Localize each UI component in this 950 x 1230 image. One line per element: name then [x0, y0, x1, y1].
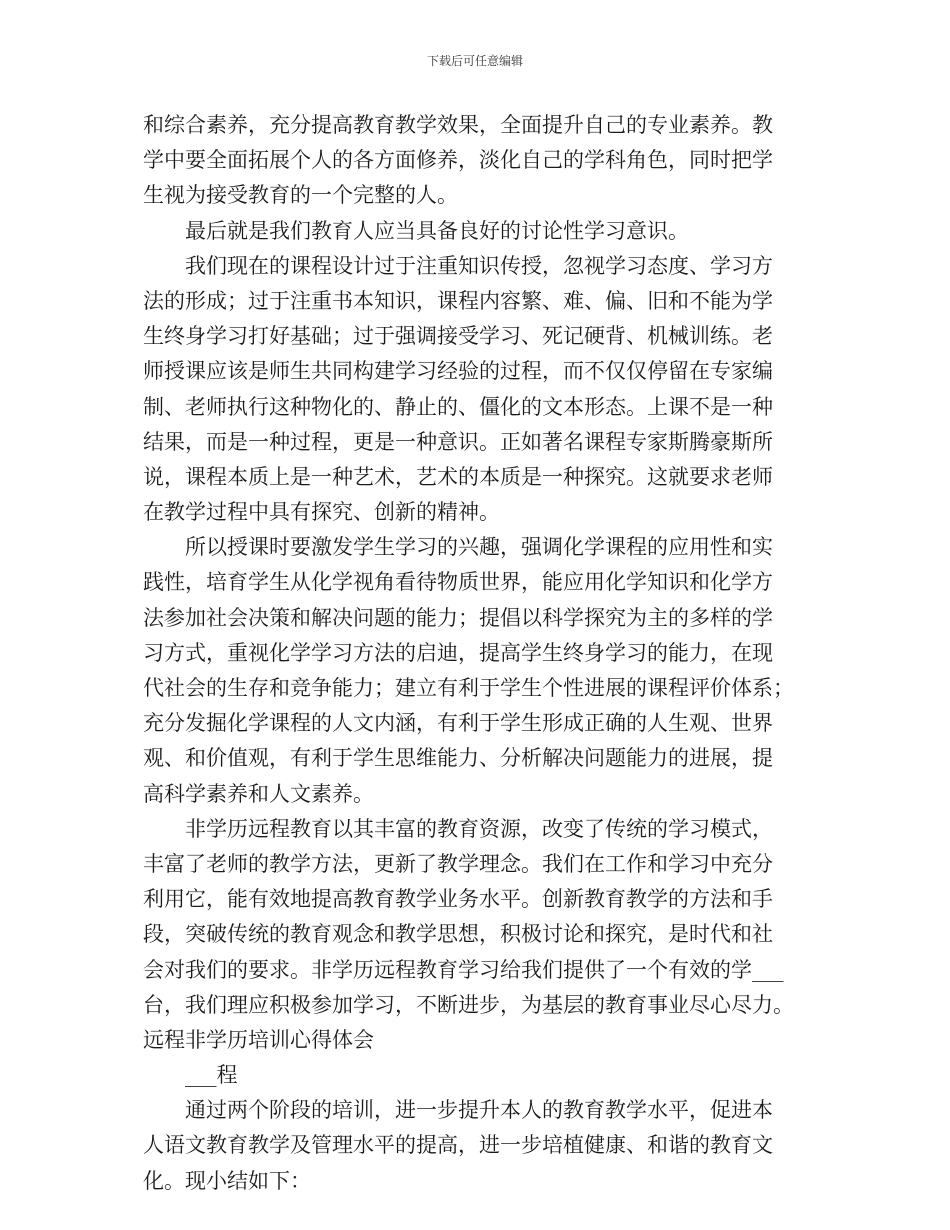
page-header: 下载后可任意编辑 [426, 54, 523, 68]
text-line: 践性，培育学生从化学视角看待物质世界，能应用化学知识和化学方 [143, 570, 773, 595]
text-line: 非学历远程教育以其丰富的教育资源，改变了传统的学习模式， [185, 816, 773, 841]
text-line: 代社会的生存和竞争能力；建立有利于学生个性进展的课程评价体系； [143, 676, 794, 700]
text-line: 丰富了老师的教学方法，更新了教学理念。我们在工作和学习中充分 [143, 851, 773, 876]
text-line: 我们现在的课程设计过于注重知识传授，忽视学习态度、学习方 [185, 253, 773, 278]
text-line: 法参加社会决策和解决问题的能力；提倡以科学探究为主的多样的学 [143, 605, 773, 630]
text-line: 结果，而是一种过程，更是一种意识。正如著名课程专家斯腾豪斯所 [143, 429, 773, 454]
text-line: 生视为接受教育的一个完整的人。 [143, 183, 458, 208]
text-line: 会对我们的要求。非学历远程教育学习给我们提供了一个有效的学___ [143, 957, 784, 982]
text-line: 说，课程本质上是一种艺术，艺术的本质是一种探究。这就要求老师 [143, 464, 773, 489]
text-line: 法的形成；过于注重书本知识，课程内容繁、难、偏、旧和不能为学 [143, 288, 773, 313]
text-line: 远程非学历培训心得体会 [143, 1027, 374, 1052]
text-line: 在教学过程中具有探究、创新的精神。 [143, 500, 500, 525]
text-line: 最后就是我们教育人应当具备良好的讨论性学习意识。 [185, 218, 689, 243]
text-line: 利用它，能有效地提高教育教学业务水平。创新教育教学的方法和手 [143, 887, 773, 912]
text-line: 充分发掘化学课程的人文内涵，有利于学生形成正确的人生观、世界 [143, 711, 773, 736]
text-line: 化。现小结如下： [143, 1168, 311, 1193]
text-line: 高科学素养和人文素养。 [143, 781, 374, 806]
text-line: ___程 [185, 1063, 238, 1088]
text-line: 通过两个阶段的培训，进一步提升本人的教育教学水平，促进本 [185, 1098, 773, 1123]
text-line: 人语文教育教学及管理水平的提高，进一步培植健康、和谐的教育文 [143, 1133, 773, 1158]
document-body [143, 108, 813, 1199]
text-line: 观、和价值观，有利于学生思维能力、分析解决问题能力的进展，提 [143, 746, 773, 771]
text-line: 师授课应该是师生共同构建学习经验的过程，而不仅仅停留在专家编 [143, 359, 773, 384]
text-line: 所以授课时要激发学生学习的兴趣，强调化学课程的应用性和实 [185, 535, 773, 560]
text-line: 台，我们理应积极参加学习，不断进步，为基层的教育事业尽心尽力。 [143, 992, 794, 1017]
text-line: 生终身学习打好基础；过于强调接受学习、死记硬背、机械训练。老 [143, 324, 773, 349]
text-line: 制、老师执行这种物化的、静止的、僵化的文本形态。上课不是一种 [143, 394, 773, 419]
text-line: 和综合素养，充分提高教育教学效果，全面提升自己的专业素养。教 [143, 113, 773, 137]
text-line: 段，突破传统的教育观念和教学思想，积极讨论和探究，是时代和社 [143, 922, 773, 947]
text-line: 学中要全面拓展个人的各方面修养，淡化自己的学科角色，同时把学 [143, 148, 773, 173]
text-line: 习方式，重视化学学习方法的启迪，提高学生终身学习的能力，在现 [143, 640, 773, 665]
